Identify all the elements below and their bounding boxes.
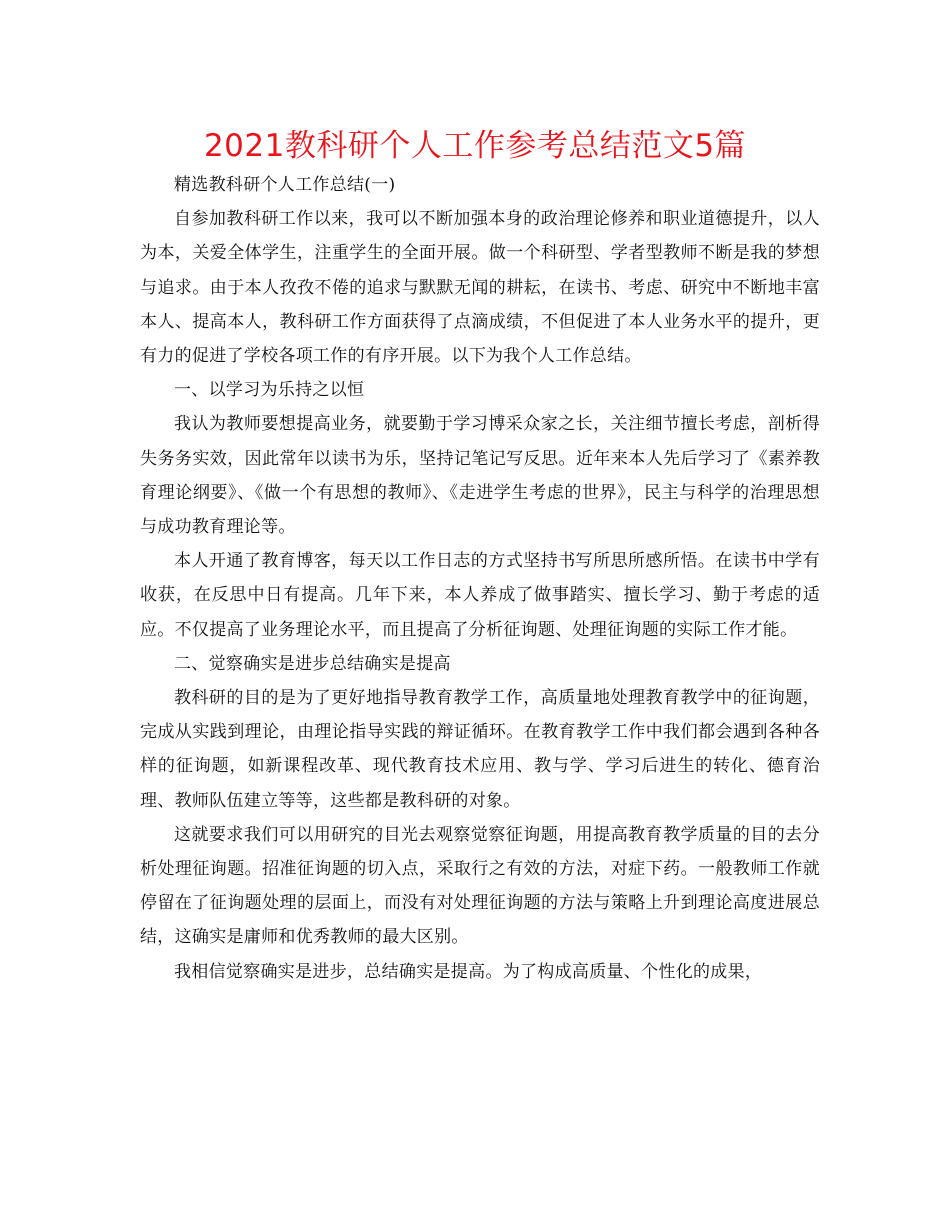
paragraph-6: 我相信觉察确实是进步，总结确实是提高。为了构成高质量、个性化的成果， — [174, 961, 763, 982]
paragraph-4: 教科研的目的是为了更好地指导教育教学工作，高质量地处理教育教学中的征询题，完成从实践到理论，由理论指导实践的辩证循环。在教育教学工作中我们都会遇到各种各样的征询题，如新课程改革、现代教育技术应用、教与学、学习后进生的转化、德育治理、教师队伍建立等等，这些都是教科研的对象。 — [140, 688, 820, 811]
paragraph-3: 本人开通了教育博客，每天以工作日志的方式坚持书写所思所感所悟。在读书中学有收获，在反思中日有提高。几年下来，本人养成了做事踏实、擅长学习、勤于考虑的适应。不仅提高了业务理论水平，而且提高了分析征询题、处理征询题的实际工作才能。 — [140, 551, 820, 640]
paragraph-5: 这就要求我们可以用研究的目光去观察觉察征询题，用提高教育教学质量的目的去分析处理征询题。招准征询题的切入点，采取行之有效的方法，对症下药。一般教师工作就停留在了征询题处理的层面上，而没有对处理征询题的方法与策略上升到理论高度进展总结，这确实是庸师和优秀教师的最大区别。 — [140, 824, 820, 948]
paragraph-2: 我认为教师要想提高业务，就要勤于学习博采众家之长，关注细节擅长考虑，剖析得失务务实效，因此常年以读书为乐，坚持记笔记写反思。近年来本人先后学习了《素养教育理论纲要》、《做一个有思想的教师》、《走进学生考虑的世界》，民主与科学的治理思想与成功教育理论等。 — [140, 414, 820, 538]
paragraph-intro: 自参加教科研工作以来，我可以不断加强本身的政治理论修养和职业道德提升，以人为本，关爱全体学生，注重学生的全面开展。做一个科研型、学者型教师不断是我的梦想与追求。由于本人孜孜不倦的追求与默默无闻的耕耘，在读书、考虑、研究中不断地丰富本人、提高本人，教科研工作方面获得了点滴成绩，不但促进了本人业务水平的提升，更有力的促进了学校各项工作的有序开展。以下为我个人工作总结。 — [140, 209, 820, 367]
section-heading-2: 二、觉察确实是进步总结确实是提高 — [174, 653, 451, 674]
section-subtitle: 精选教科研个人工作总结(一) — [174, 175, 396, 195]
document-body — [140, 168, 820, 989]
section-heading-1: 一、以学习为乐持之以恒 — [174, 380, 365, 401]
document-title: 2021教科研个人工作参考总结范文5篇 — [203, 128, 747, 164]
